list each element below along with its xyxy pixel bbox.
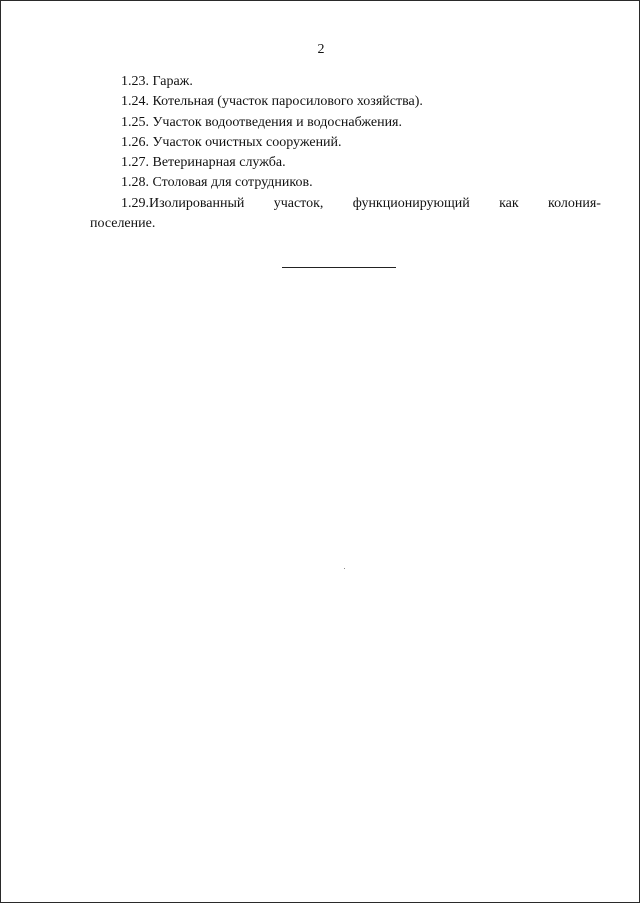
list-item (90, 113, 601, 133)
list-item (90, 133, 601, 153)
item-number: 1.27. (121, 155, 149, 171)
page-number: 2 (317, 42, 325, 57)
end-separator-line (282, 267, 396, 268)
item-word: Изолированный (149, 195, 245, 211)
item-number: 1.23. (121, 74, 149, 89)
item-text: Котельная (участок паросилового хозяйства). (152, 94, 423, 110)
list-item (90, 92, 601, 112)
item-text: Ветеринарная служба. (152, 155, 286, 171)
item-word: функционирующий (352, 195, 470, 211)
item-number: 1.28. (121, 175, 149, 191)
item-number: 1.25. (121, 114, 149, 130)
scan-speck (344, 568, 345, 569)
item-text: Участок очистных сооружений. (152, 134, 342, 150)
item-word: как (499, 195, 519, 211)
item-text: Участок водоотведения и водоснабжения. (152, 114, 402, 130)
item-continuation: поселение. (90, 216, 156, 232)
item-text: Гараж. (152, 74, 193, 89)
list-item (90, 173, 601, 193)
item-number: 1.29. (121, 195, 149, 211)
list-item (90, 72, 601, 92)
item-word: колония- (547, 195, 601, 211)
list-item (90, 153, 601, 173)
item-number: 1.24. (121, 94, 149, 110)
justified-line (121, 194, 601, 214)
item-number: 1.26. (121, 134, 149, 150)
list-item-last (90, 194, 601, 214)
item-word: участок, (273, 195, 324, 211)
item-list (90, 72, 601, 234)
item-text: Столовая для сотрудников. (152, 175, 313, 191)
item-number-with-first-word (121, 194, 244, 214)
